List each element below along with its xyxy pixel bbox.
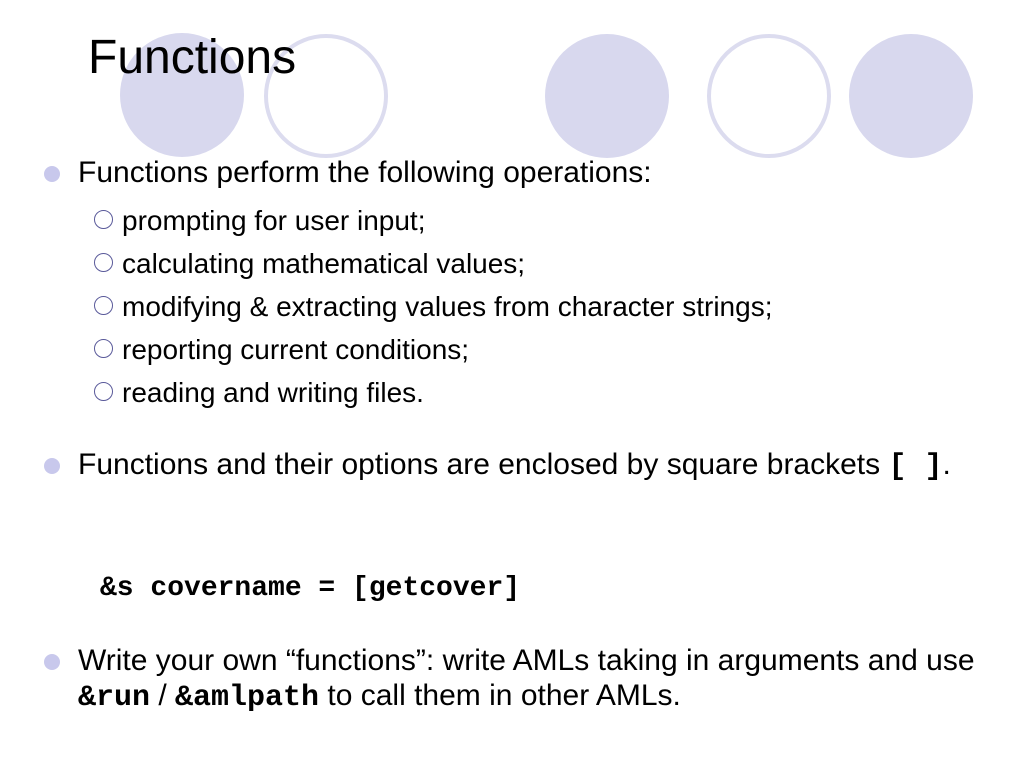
decorative-circle-outline <box>707 34 831 158</box>
sub-bullet-item <box>122 328 772 371</box>
bullet-text-separator: / <box>150 679 176 712</box>
sub-bullet-text: reporting current conditions; <box>122 334 470 365</box>
sub-bullet-item <box>122 242 772 285</box>
bullet-text: Functions and their options are enclosed by square brackets <box>78 448 889 481</box>
sub-bullet-text: reading and writing files. <box>122 377 424 408</box>
ring-bullet-icon <box>94 253 113 272</box>
bullet-item <box>78 155 652 190</box>
slide-title: Functions <box>88 31 297 84</box>
bullet-item <box>78 447 1008 485</box>
bullet-text: Functions perform the following operations: <box>78 156 652 189</box>
bullet-dot-icon <box>44 166 60 182</box>
bullet-text: Write your own “functions”: write AMLs taking in arguments and use <box>78 644 975 677</box>
ring-bullet-icon <box>94 296 113 315</box>
sub-bullet-item <box>122 199 772 242</box>
bullet-suffix: . <box>942 448 951 481</box>
sub-bullet-text: prompting for user input; <box>122 205 426 236</box>
decorative-circle-filled <box>545 34 669 158</box>
ring-bullet-icon <box>94 210 113 229</box>
decorative-circle-filled <box>849 34 973 158</box>
sub-bullet-item <box>122 285 772 328</box>
sub-bullet-text: calculating mathematical values; <box>122 248 526 279</box>
ring-bullet-icon <box>94 382 113 401</box>
inline-code: &amlpath <box>175 681 320 715</box>
inline-code: [ ] <box>888 450 943 484</box>
bullet-dot-icon <box>44 654 60 670</box>
sub-bullet-text: modifying & extracting values from character strings; <box>122 291 773 322</box>
sub-bullet-list <box>122 199 772 414</box>
sub-bullet-item <box>122 371 772 414</box>
bullet-dot-icon <box>44 458 60 474</box>
inline-code: &run <box>78 681 151 715</box>
code-example: &s covername = [getcover] <box>100 573 521 604</box>
bullet-item <box>78 643 1008 716</box>
bullet-text: to call them in other AMLs. <box>319 679 681 712</box>
ring-bullet-icon <box>94 339 113 358</box>
